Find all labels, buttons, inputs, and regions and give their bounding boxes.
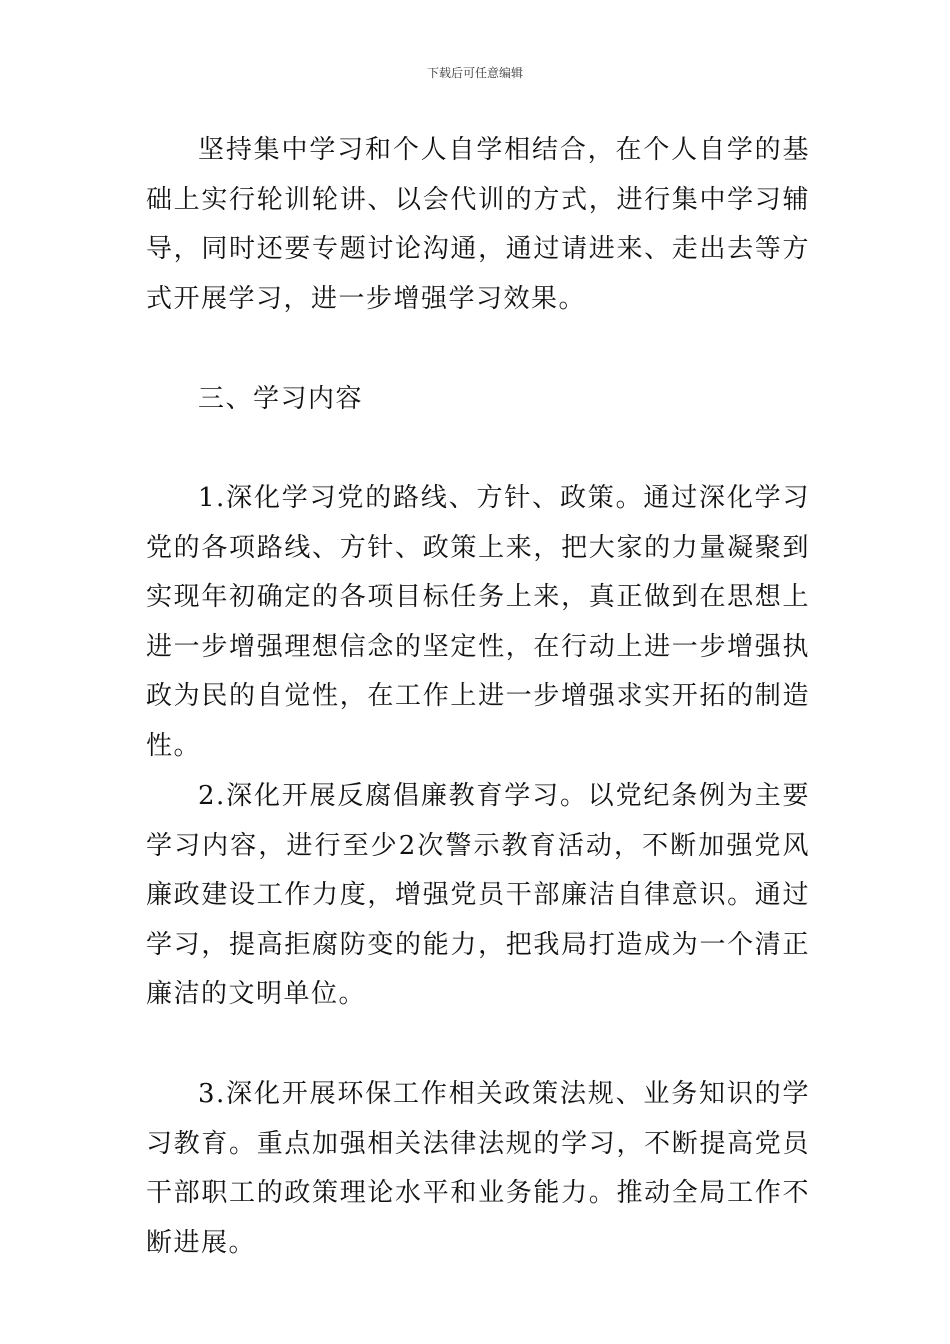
page-header: 下载后可任意编辑: [426, 66, 523, 80]
list-item-anti-corruption: 2.深化开展反腐倡廉教育学习。以党纪条例为主要学习内容，进行至少2次警示教育活动，不断加强党风廉政建设工作力度，增强党员干部廉洁自律意识。通过学习，提高拒腐防变的能力，把我局打造成为一个清正廉洁的文明单位。: [146, 781, 810, 1009]
list-item-environmental-policy: 3.深化开展环保工作相关政策法规、业务知识的学习教育。重点加强相关法律法规的学习，不断提高党员干部职工的政策理论水平和业务能力。推动全局工作不断进展。: [146, 1079, 810, 1258]
paragraph-study-method: 坚持集中学习和个人自学相结合，在个人自学的基础上实行轮训轮讲、以会代训的方式，进行集中学习辅导，同时还要专题讨论沟通，通过请进来、走出去等方式开展学习，进一步增强学习效果。: [146, 135, 810, 314]
list-item-party-policy: 1.深化学习党的路线、方针、政策。通过深化学习党的各项路线、方针、政策上来，把大家的力量凝聚到实现年初确定的各项目标任务上来，真正做到在思想上进一步增强理想信念的坚定性，在行动上进一步增强执政为民的自觉性，在工作上进一步增强求实开拓的制造性。: [146, 483, 810, 761]
section-heading-study-content: 三、学习内容: [198, 384, 364, 414]
